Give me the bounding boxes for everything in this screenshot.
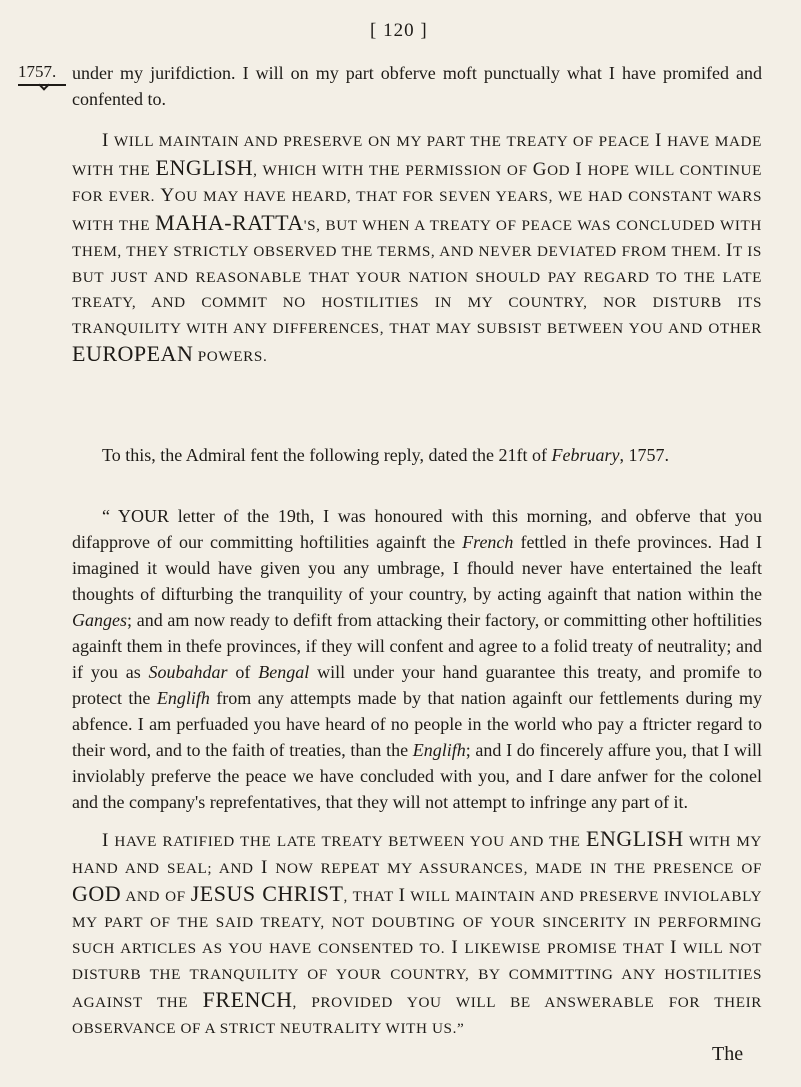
paragraph-text: “ YOUR letter of the 19th, I was honoured with this morning, and obferve that you difapprove of our committing hoftilities againft the French fettled in thefe provinces. Had I imagined it would have given you any umbrage, I fhould never have entertained the leaft thoughts of difturbing the tranquility of your country, by acting againft that nation within the Ganges; and am now ready to defift from attacking their factory, or committing other hoftilities againft them in thefe provinces, if they will confent and agree to a folid treaty of neutrality; and if you as Soubahdar of Bengal will under your hand guarantee this treaty, and promife to protect the Englifh from any attempts made by that nation againft our fettlements during my abfence. I am perfuaded you have heard of no people in the world who pay a ftricter regard to their word, and to the faith of treaties, than the Englifh; and I do fincerely affure you, that I will inviolably preferve the peace we have concluded with you, and I dare anfwer for the colonel and the company's reprefentatives, that they will not attempt to infringe any part of it. — [72, 506, 763, 812]
margin-rule — [18, 84, 66, 86]
paragraph-continuation — [72, 60, 762, 112]
page-number: [ 120 ] — [370, 20, 428, 41]
word-english: ENGLISH — [155, 154, 254, 180]
paragraph-nabob-letter — [72, 128, 762, 370]
word-european: EUROPEAN — [72, 341, 194, 366]
paragraph-admiral-reply — [72, 503, 762, 815]
word-maharattas: MAHA-RATTA — [155, 209, 304, 235]
paragraph-ratification — [72, 826, 762, 1041]
margin-year: 1757. — [18, 62, 57, 81]
paragraph-text: To this, the Admiral fent the following reply, dated the 21ft of February, 1757. — [102, 445, 669, 465]
catchword: The — [712, 1043, 744, 1065]
word-french: FRENCH — [202, 987, 293, 1012]
paragraph-text: under my jurifdiction. I will on my part obferve moft punctually what I have promifed and confented to. — [72, 63, 762, 109]
word-english: ENGLISH — [586, 826, 684, 851]
small-caps-paragraph: I WILL MAINTAIN AND PRESERVE ON MY PART THE TREATY OF PEACE I HAVE MADE WITH THE ENGLISH, WHICH WITH THE PERMISSION OF GOD I HOPE WILL CONTINUE FOR EVER. YOU MAY HAVE HEARD, THAT FOR SEVEN YEARS, WE HAD CONSTANT WARS WITH THE MAHA-RATTA'S, BUT WHEN A TREATY OF PEACE WAS CONCLUDED WITH THEM, THEY STRICTLY OBSERVED THE TERMS, AND NEVER DEVIATED FROM THEM. IT IS BUT JUST AND REASONABLE THAT YOUR NATION SHOULD PAY REGARD TO THE LATE TREATY, AND COMMIT NO HOSTILITIES IN MY COUNTRY, NOR DISTURB ITS TRANQUILITY WITH ANY DIFFERENCES, THAT MAY SUBSIST BETWEEN YOU AND OTHER EUROPEAN POWERS. — [72, 130, 763, 366]
word-jesus-christ: JESUS CHRIST — [190, 881, 344, 906]
paragraph-admiral-intro — [72, 442, 762, 468]
small-caps-paragraph: I HAVE RATIFIED THE LATE TREATY BETWEEN YOU AND THE ENGLISH WITH MY HAND AND SEAL; AND I NOW REPEAT MY ASSURANCES, MADE IN THE PRESENCE OF GOD AND OF JESUS CHRIST, THAT I WILL MAINTAIN AND PRESERVE INVIOLABLY MY PART OF THE SAID TREATY, NOT DOUBTING OF YOUR SINCERITY IN PERFORMING SUCH ARTICLES AS YOU HAVE CONSENTED TO. I LIKEWISE PROMISE THAT I WILL NOT DISTURB THE TRANQUILITY OF YOUR COUNTRY, BY COMMITTING ANY HOSTILITIES AGAINST THE FRENCH, PROVIDED YOU WILL BE ANSWERABLE FOR THEIR OBSERVANCE OF A STRICT NEUTRALITY WITH US.” — [72, 826, 763, 1037]
word-god: GOD — [72, 881, 122, 906]
